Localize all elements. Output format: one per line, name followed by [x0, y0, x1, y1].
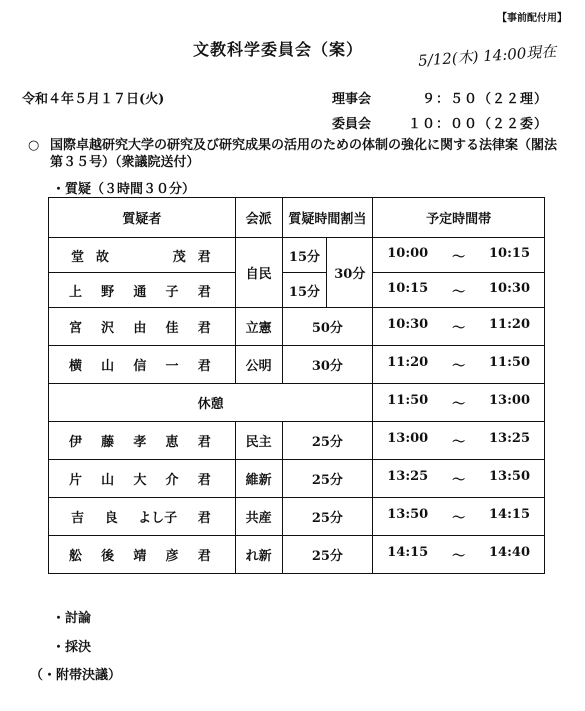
name-char: 君: [197, 511, 211, 526]
name-char: 故: [95, 249, 109, 265]
party-cell: 公明: [235, 346, 282, 384]
name-char: 君: [197, 284, 211, 300]
table-row: [49, 346, 545, 384]
name-char: 佳: [165, 321, 179, 336]
questioner-name: [49, 460, 236, 498]
name-char: 片: [69, 473, 83, 488]
start-time: 11:50: [387, 393, 429, 408]
start-time: 13:50: [387, 507, 429, 522]
break-row: [49, 384, 545, 422]
name-char: 信: [133, 359, 147, 374]
table-row: [49, 273, 545, 308]
time-slot-cell: [373, 498, 545, 536]
time-slot-cell: [373, 460, 545, 498]
allocation-cell: 25分: [282, 460, 373, 498]
agenda-vote: ・採決: [52, 640, 92, 655]
tilde: ～: [452, 284, 466, 300]
party-cell: 自民: [235, 238, 282, 308]
start-time: 13:00: [387, 431, 429, 446]
name-char: 介: [165, 473, 179, 488]
name-char: 子: [165, 284, 179, 300]
start-time: 10:15: [387, 280, 429, 296]
party-cell: 共産: [235, 498, 282, 536]
tilde: ～: [452, 473, 466, 488]
name-char: 大: [133, 473, 147, 488]
table-row: [49, 422, 545, 460]
table-row: [49, 536, 545, 574]
header-party: 会派: [235, 198, 282, 238]
table-row: [49, 460, 545, 498]
agenda-debate: ・討論: [52, 611, 92, 626]
bullet-circle: ○: [28, 138, 40, 153]
start-time: 14:15: [387, 545, 429, 560]
time-slot-cell: [373, 238, 545, 273]
time-slot-cell: [373, 422, 545, 460]
time-slot-cell: [373, 384, 545, 422]
meeting-date: 令和４年５月１７日(火): [22, 92, 165, 107]
name-char: 沢: [101, 321, 115, 336]
name-char: 横: [69, 359, 83, 374]
questioner-name: [49, 536, 236, 574]
name-char: 恵: [165, 435, 179, 450]
start-time: 13:25: [387, 469, 429, 484]
allocation-cell: 15分: [282, 238, 327, 273]
start-time: 11:20: [387, 355, 429, 370]
schedule-time-board: ９：５０（２２理）: [422, 92, 549, 107]
time-slot-cell: [373, 346, 545, 384]
table-header-row: [49, 198, 545, 238]
time-slot-cell: [373, 273, 545, 308]
questioning-schedule-table: [48, 197, 545, 574]
name-char: 良: [104, 511, 118, 526]
name-char: 伊: [69, 435, 83, 450]
tilde: ～: [452, 397, 466, 412]
schedule-label-committee: 委員会: [332, 117, 372, 132]
tilde: ～: [452, 321, 466, 336]
allocation-cell: 25分: [282, 536, 373, 574]
allocation-cell: 50分: [282, 308, 373, 346]
end-time: 11:50: [489, 355, 530, 370]
header-allocation: 質疑時間割当: [282, 198, 373, 238]
questioner-name: [49, 238, 236, 273]
table-row: [49, 238, 545, 273]
tilde: ～: [452, 249, 466, 265]
questioner-name: [49, 308, 236, 346]
name-char: 君: [197, 435, 211, 450]
name-char: 一: [165, 359, 179, 374]
break-label: 休憩: [49, 384, 373, 422]
tilde: ～: [452, 435, 466, 450]
end-time: 13:00: [489, 393, 530, 408]
schedule-time-committee: １０：００（２２委）: [408, 117, 549, 132]
time-slot-cell: [373, 308, 545, 346]
name-char: 後: [101, 549, 115, 564]
start-time: 10:00: [387, 245, 429, 261]
tilde: ～: [452, 359, 466, 374]
header-questioner: 質疑者: [49, 198, 236, 238]
name-char: 山: [101, 359, 115, 374]
party-cell: 維新: [235, 460, 282, 498]
end-time: 10:30: [489, 280, 530, 296]
end-time: 13:50: [489, 469, 530, 484]
end-time: 13:25: [489, 431, 530, 446]
bill-item: [28, 137, 558, 171]
end-time: 11:20: [489, 317, 530, 332]
questioner-name: [49, 346, 236, 384]
time-slot-cell: [373, 536, 545, 574]
questioner-name: [49, 498, 236, 536]
name-char: 靖: [133, 549, 147, 564]
end-time: 14:40: [489, 545, 530, 560]
session-heading: ・質疑（３時間３０分）: [52, 182, 196, 197]
name-char: 藤: [101, 435, 115, 450]
bill-title: 国際卓越研究大学の研究及び研究成果の活用のための体制の強化に関する法律案（閣法第３５号）（衆議院送付）: [50, 138, 558, 170]
name-char: 由: [133, 321, 147, 336]
party-cell: れ新: [235, 536, 282, 574]
name-char: 通: [133, 284, 147, 300]
handwritten-note: 5/12(木) 14:00現在: [417, 42, 557, 70]
schedule-label-board: 理事会: [332, 92, 372, 107]
name-char: 孝: [133, 435, 147, 450]
party-cell: 民主: [235, 422, 282, 460]
name-char: 君: [197, 249, 211, 265]
name-char: 山: [101, 473, 115, 488]
name-char: 君: [197, 321, 211, 336]
name-char: 茂: [172, 249, 186, 265]
name-char: 吉: [71, 511, 85, 526]
distribution-stamp: 【事前配付用】: [497, 13, 567, 24]
allocation-cell: 30分: [282, 346, 373, 384]
tilde: ～: [452, 511, 466, 526]
group-allocation-cell: 30分: [327, 238, 373, 308]
header-time-slot: 予定時間帯: [373, 198, 545, 238]
questioner-name: [49, 422, 236, 460]
name-char: 彦: [165, 549, 179, 564]
end-time: 10:15: [489, 245, 530, 261]
party-cell: 立憲: [235, 308, 282, 346]
start-time: 10:30: [387, 317, 429, 332]
name-char: 舩: [69, 549, 83, 564]
name-char: 堂: [71, 249, 85, 265]
table-row: [49, 308, 545, 346]
name-char: 宮: [69, 321, 83, 336]
allocation-cell: 25分: [282, 422, 373, 460]
name-char: 上: [69, 284, 83, 300]
tilde: ～: [452, 549, 466, 564]
name-char: 君: [197, 549, 211, 564]
name-char: 君: [197, 359, 211, 374]
table-row: [49, 498, 545, 536]
name-char: 君: [197, 473, 211, 488]
page-title: 文教科学委員会（案）: [193, 40, 364, 59]
name-char: 野: [101, 284, 115, 300]
allocation-cell: 15分: [282, 273, 327, 308]
end-time: 14:15: [489, 507, 530, 522]
allocation-cell: 25分: [282, 498, 373, 536]
name-char: よし子: [138, 511, 178, 526]
agenda-supplementary-resolution: （・附帯決議）: [30, 668, 122, 683]
questioner-name: [49, 273, 236, 308]
